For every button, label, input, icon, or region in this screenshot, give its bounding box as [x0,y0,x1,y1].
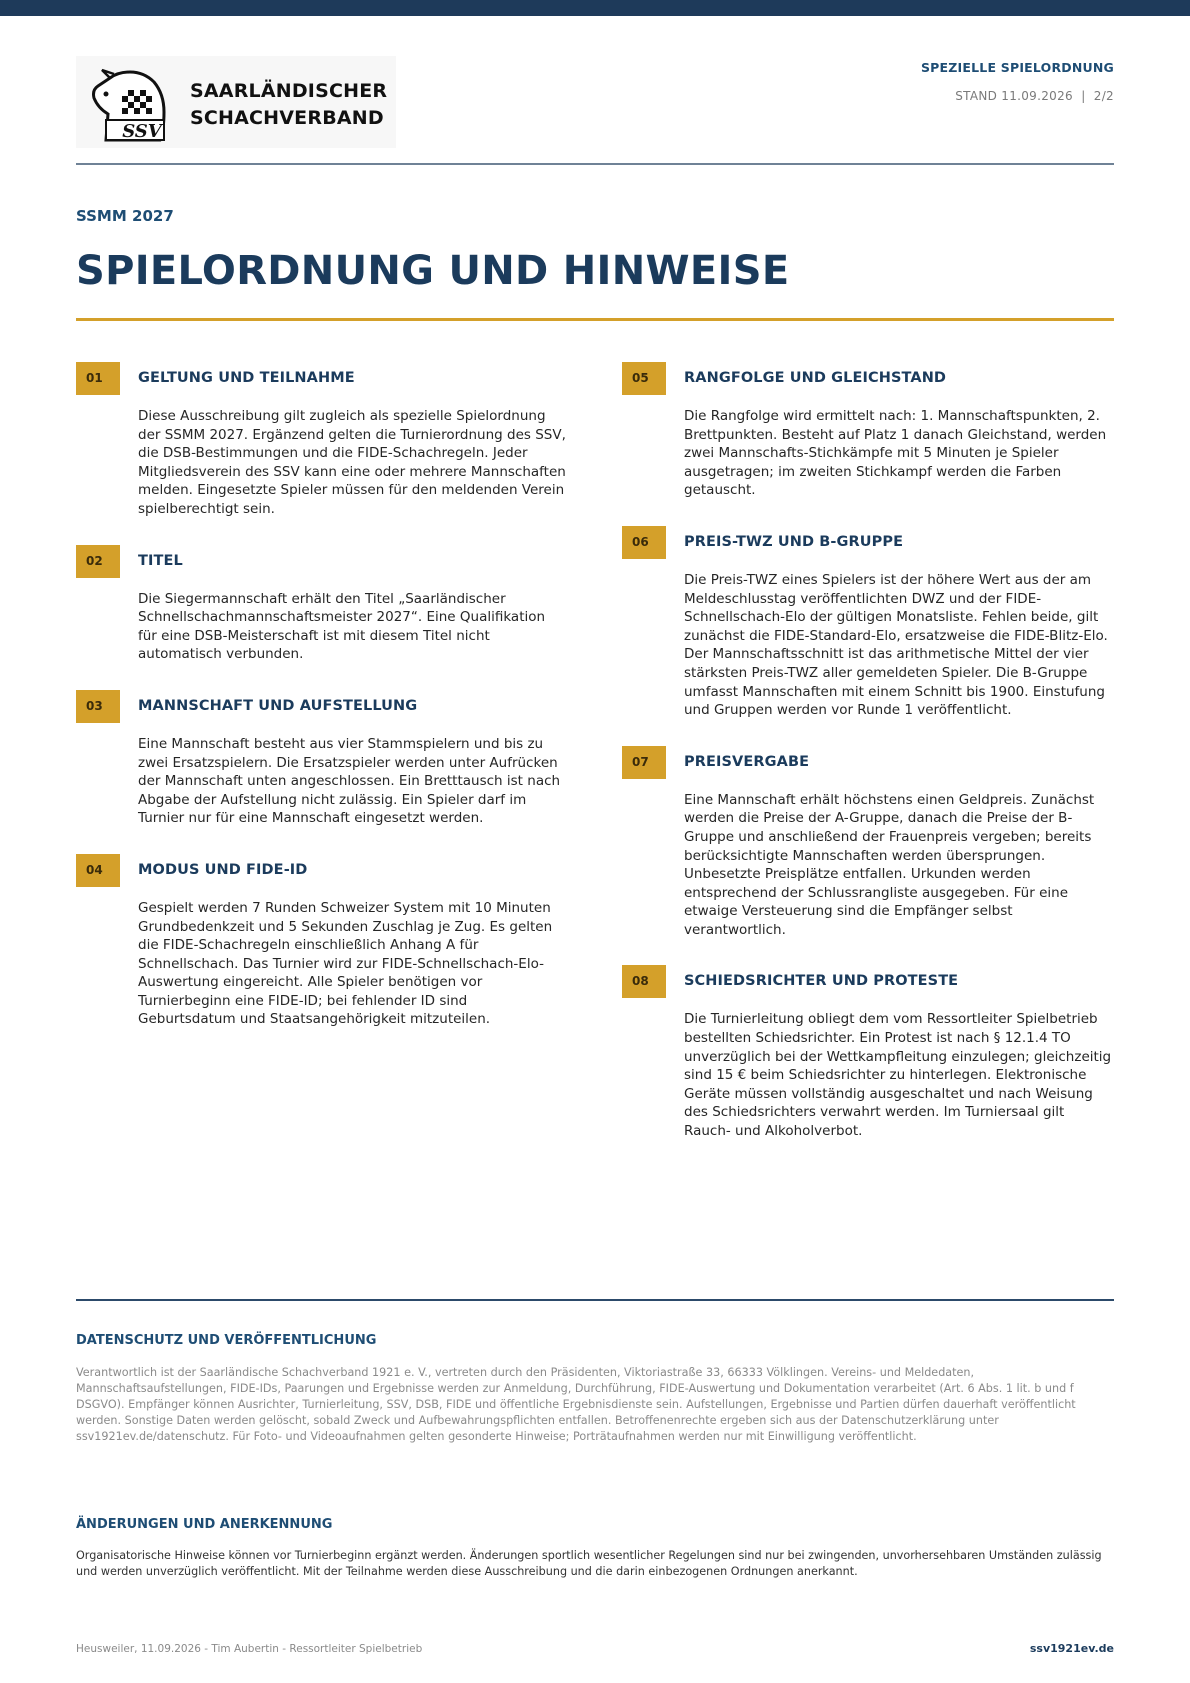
section-number: 02 [76,545,120,578]
title-divider [76,318,1114,321]
section-body: Gespielt werden 7 Runden Schweizer System mit 10 Minuten Grundbedenkzeit und 5 Sekunden Zuschlag je Zug. Es gelten die FIDE-Schachregeln einschließlich Anhang A für Schnellschach. Das Turnier wird zur FIDE-Schnellschach-Elo-Auswertung eingereicht. Alle Spieler benötigen vor Turnierbeginn eine FIDE-ID; bei fehlender ID sind Geburtsdatum und Staatsangehörigkeit mitzuteilen. [138,899,553,1028]
page-title: SPIELORDNUNG UND HINWEISE [76,248,790,294]
header-meta [921,60,1114,103]
section-02 [76,545,568,664]
section-01 [76,362,568,519]
section-title: PREISVERGABE [684,753,810,770]
section-title: MANNSCHAFT UND AUFSTELLUNG [138,697,418,714]
section-title: TITEL [138,552,183,569]
section-06 [622,526,1114,720]
section-body: Die Turnierleitung obliegt dem vom Ressortleiter Spielbetrieb bestellten Schiedsrichter. Ein Protest ist nach § 12.1.4 TO unverzüglich bei der Wettkampfleitung einzulegen; gleichzeitig sind 15 € beim Schiedsrichter zu hinterlegen. Elektronische Geräte müssen vollständig ausgeschaltet und nach Weisung des Schiedsrichters verwahrt werden. Im Turniersaal gilt Rauch- und Alkoholverbot. [684,1011,1112,1140]
section-body: Eine Mannschaft erhält höchstens einen Geldpreis. Zunächst werden die Preise der A-Gruppe, danach die Preise der B-Gruppe und anschließend der Frauenpreis vergeben; bereits berücksichtigte Mannschaften werden übersprungen. Unbesetzte Preisplätze entfallen. Urkunden werden entsprechend der Schlussrangliste ausgegeben. Für eine etwaige Versteuerung sind die Empfänger selbst verantwortlich. [684,791,1095,938]
section-title: SCHIEDSRICHTER UND PROTESTE [684,973,959,990]
footer-website-link[interactable]: ssv1921ev.de [1029,1642,1114,1655]
section-number: 08 [622,965,666,998]
section-03 [76,690,568,828]
logo-badge: SSV [122,121,162,142]
section-number: 01 [76,362,120,395]
right-column [622,362,1114,1167]
logo-text-line1: SAARLÄNDISCHER [190,80,388,102]
section-number: 05 [622,362,666,395]
section-number: 04 [76,854,120,887]
section-title: RANGFOLGE UND GLEICHSTAND [684,370,947,386]
section-body: Eine Mannschaft besteht aus vier Stammspielern und bis zu zwei Ersatzspielern. Die Ersatzspieler werden unter Aufrücken der Mannschaft unten angeschlossen. Ein Bretttausch ist nach Abgabe der Aufstellung nicht zulässig. Ein Spieler darf im Turnier nur für eine Mannschaft eingesetzt werden. [138,735,561,827]
section-07 [622,746,1114,940]
section-body: Die Rangfolge wird ermittelt nach: 1. Mannschaftspunkten, 2. Brettpunkten. Besteht auf Platz 1 danach Gleichstand, werden zwei Mannschafts-Stichkämpfe mit 5 Minuten je Spieler ausgetragen; im zweiten Stichkampf werden die Farben getauscht. [684,408,1107,499]
stand-date: STAND 11.09.2026 [955,89,1073,103]
doc-meta [921,89,1114,103]
logo-text-line2: SCHACHVERBAND [190,107,384,129]
footer-signature: Heusweiler, 11.09.2026 - Tim Aubertin - Ressortleiter Spielbetrieb [76,1643,423,1655]
page-header [76,56,1114,156]
left-column [76,362,568,1055]
section-title: GELTUNG UND TEILNAHME [138,370,355,386]
top-accent-bar [0,0,1190,16]
page-number: 2/2 [1093,89,1114,103]
doc-label: SPEZIELLE SPIELORDNUNG [920,60,1114,75]
section-number: 03 [76,690,120,723]
section-number: 07 [622,746,666,779]
section-body: Die Preis-TWZ eines Spielers ist der höhere Wert aus der am Meldeschlusstag veröffentlichten DWZ und der FIDE-Schnellschach-Elo der gültigen Monatsliste. Fehlen beide, gilt zunächst die FIDE-Standard-Elo, ersatzweise die FIDE-Blitz-Elo. Der Mannschaftsschnitt ist das arithmetische Mittel der vier stärksten Preis-TWZ aller gemeldeten Spieler. Die B-Gruppe umfasst Mannschaften mit einem Schnitt bis 1900. Einstufung und Gruppen werden vor Runde 1 veröffentlicht. [684,571,1108,719]
section-number: 06 [622,526,666,559]
section-title: PREIS-TWZ UND B-GRUPPE [684,533,904,550]
event-kicker: SSMM 2027 [76,207,174,225]
section-body: Die Siegermannschaft erhält den Titel „Saarländischer Schnellschachmannschaftsmeister 2027“. Eine Qualifikation für eine DSB-Meisterschaft ist mit diesem Titel nicht automatisch verbunden. [138,590,546,663]
changes-title: ÄNDERUNGEN UND ANERKENNUNG [76,1517,333,1532]
logo-wordmark [190,78,387,132]
header-divider [76,163,1114,165]
section-08 [622,965,1114,1140]
section-04 [76,854,568,1029]
privacy-body: Verantwortlich ist der Saarländische Schachverband 1921 e. V., vertreten durch den Präsidenten, Viktoriastraße 33, 66333 Völklingen. Vereins- und Meldedaten, Mannschaftsaufstellungen, FIDE-IDs, Paarungen und Ergebnisse werden zur Anmeldung, Durchführung, FIDE-Auswertung und Dokumentation verarbeitet (Art. 6 Abs. 1 lit. b und f DSGVO). Empfänger können Ausrichter, Turnierleitung, SSV, DSB, FIDE und öffentliche Ergebnisdienste sein. Aufstellungen, Ergebnisse und Partien dürfen dauerhaft veröffentlicht werden. Sonstige Daten werden gelöscht, sobald Zweck und Aufbewahrungspflichten entfallen. Betroffenenrechte ergeben sich aus der Datenschutzerklärung unter ssv1921ev.de/datenschutz. Für Foto- und Videoaufnahmen gelten gesonderte Hinweise; Porträtaufnahmen werden nur mit Einwilligung veröffentlicht. [76,1366,1076,1443]
footer-divider [76,1299,1114,1301]
changes-body: Organisatorische Hinweise können vor Turnierbeginn ergänzt werden. Änderungen sportlich wesentlicher Regelungen sind nur bei zwingenden, unvorhersehbaren Umständen zulässig und werden unverzüglich veröffentlicht. Mit der Teilnahme werden diese Ausschreibung und die darin einbezogenen Ordnungen anerkannt. [76,1549,1102,1578]
section-title: MODUS UND FIDE-ID [138,861,308,878]
section-body: Diese Ausschreibung gilt zugleich als spezielle Spielordnung der SSMM 2027. Ergänzend gelten die Turnierordnung des SSV, die DSB-Bestimmungen und die FIDE-Schachregeln. Jeder Mitgliedsverein des SSV kann eine oder mehrere Mannschaften melden. Eingesetzte Spieler müssen für den meldenden Verein spielberechtigt sein. [138,408,566,517]
ssv-logo [76,56,396,148]
meta-separator: | [1081,89,1086,103]
privacy-title: DATENSCHUTZ UND VERÖFFENTLICHUNG [76,1333,377,1348]
section-05 [622,362,1114,500]
